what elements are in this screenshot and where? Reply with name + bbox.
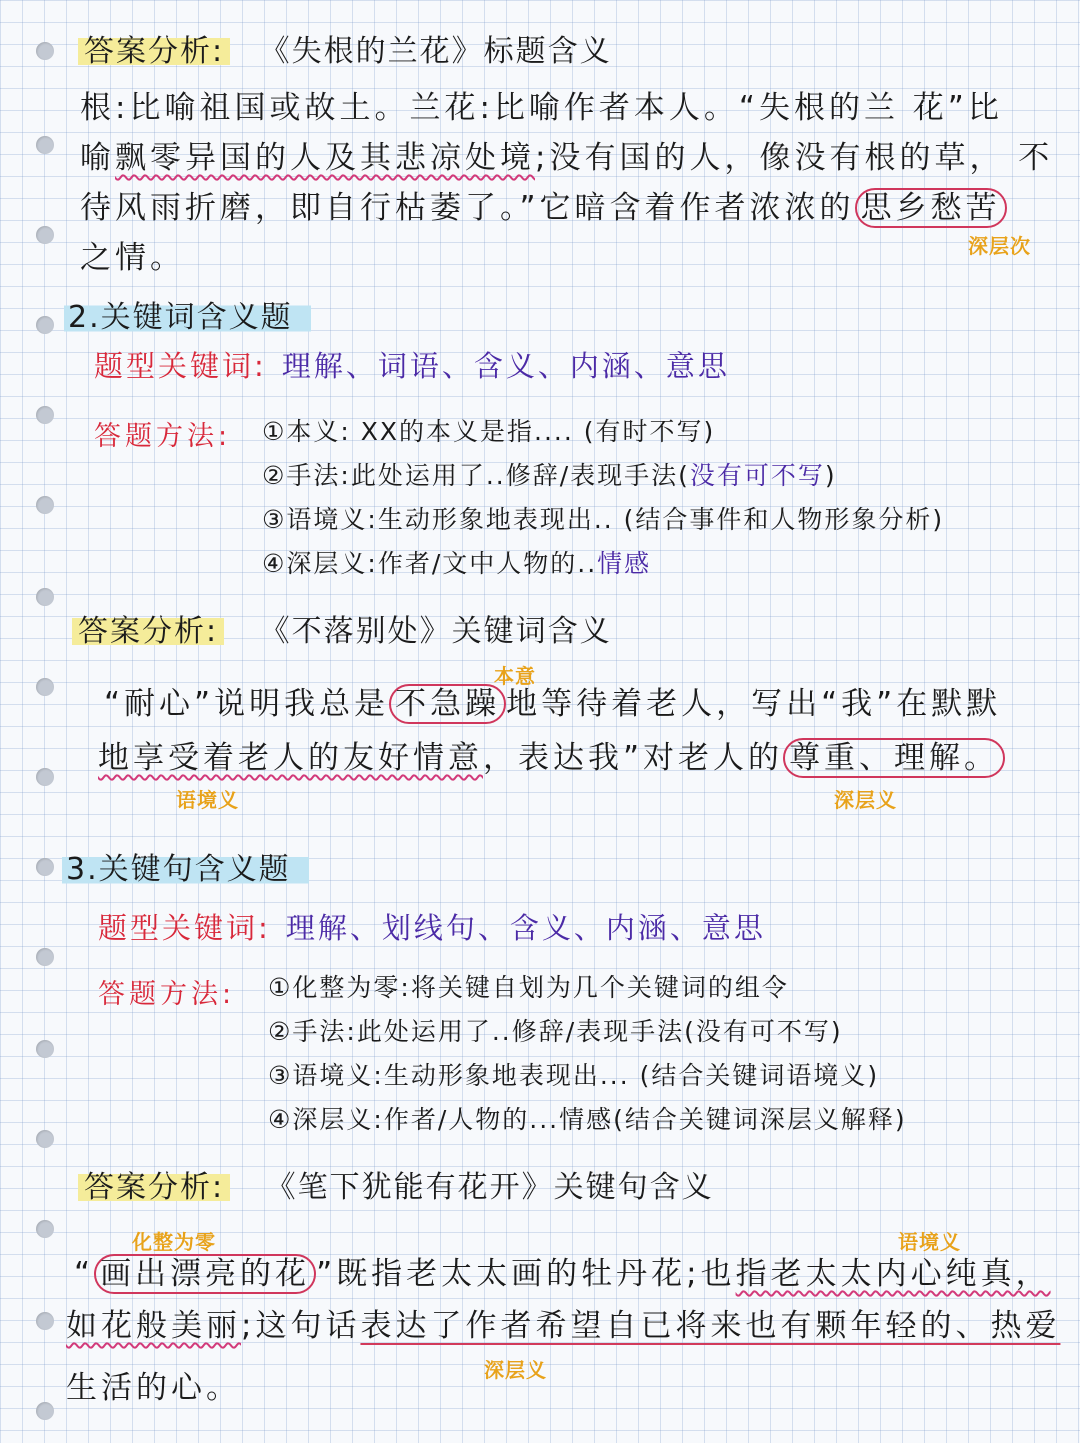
- keywords-label: 题型关键词:: [98, 911, 271, 945]
- answer-analysis-heading-2: [72, 606, 612, 650]
- annotation-split: 化整为零: [132, 1230, 216, 1254]
- keywords-values: 理解、词语、含义、内涵、意思: [281, 349, 730, 383]
- section-heading-3: [62, 844, 309, 888]
- annotation-context: 语境义: [176, 788, 239, 812]
- underlined-phrase: 表达了作者希望自已将来也有颗年轻的、热爱: [360, 1308, 1061, 1344]
- text-segment: ，表达我”对老人的: [483, 740, 784, 776]
- sec1-paragraph-line2: [80, 132, 1053, 184]
- keywords-row-2: [94, 344, 730, 385]
- method-item: ①本义: XX的本义是指.... (有时不写): [262, 417, 716, 446]
- circled-phrase: 尊重、理解。: [783, 738, 1005, 778]
- binder-hole: [36, 1402, 54, 1420]
- binder-hole: [36, 1220, 54, 1238]
- binder-hole: [36, 1040, 54, 1058]
- section-title: 2.关键词含义题: [64, 300, 311, 335]
- binder-hole: [36, 858, 54, 876]
- binder-hole: [36, 226, 54, 244]
- text-segment: “耐心”说明我总是: [104, 686, 390, 722]
- answer-label: 答案分析:: [78, 1170, 230, 1205]
- sec2-paragraph-line2: [98, 732, 1005, 784]
- underlined-phrase: 飘零异国的人及其悲凉处境: [115, 140, 535, 176]
- binder-hole: [36, 948, 54, 966]
- text-segment: “: [74, 1256, 95, 1292]
- method-list-2: [262, 410, 944, 586]
- binder-hole: [36, 316, 54, 334]
- answer-subject: 《失根的兰花》标题含义: [259, 34, 612, 69]
- method-list-3: [268, 966, 907, 1142]
- method-label-2: 答题方法:: [94, 421, 232, 452]
- underlined-phrase: 地享受着老人的友好情意: [98, 740, 483, 776]
- annotation-original-meaning: 本意: [494, 664, 536, 688]
- sec3-paragraph-line1: [74, 1248, 1051, 1300]
- sec1-paragraph-line4: 之情。: [80, 240, 185, 276]
- text-segment: 喻: [80, 140, 115, 176]
- method-item: ②手法:此处运用了..修辞/表现手法(没有可不写): [262, 461, 837, 490]
- circled-phrase: 画出漂亮的花: [94, 1254, 316, 1294]
- answer-label: 答案分析:: [78, 34, 230, 69]
- annotation-deep: 深层义: [834, 788, 897, 812]
- binder-hole: [36, 136, 54, 154]
- circled-phrase: 思乡愁苦: [855, 188, 1007, 228]
- text-segment: 待风雨折磨，即自行枯萎了。”它暗含着作者浓浓的: [80, 190, 855, 226]
- binder-holes: [0, 0, 70, 1443]
- sec1-paragraph-line1: [80, 82, 1003, 134]
- text-segment: ;没有国的人，像没有根的草， 不: [535, 140, 1054, 176]
- binder-hole: [36, 42, 54, 60]
- method-item: ②手法:此处运用了..修辞/表现手法(没有可不写): [268, 1017, 843, 1046]
- binder-hole: [36, 496, 54, 514]
- keywords-values: 理解、划线句、含义、内涵、意思: [285, 911, 766, 945]
- answer-subject: 《笔下犹能有花开》关键句含义: [265, 1170, 714, 1205]
- keywords-label: 题型关键词:: [94, 349, 267, 383]
- section-heading-2: [64, 292, 311, 336]
- binder-hole: [36, 1130, 54, 1148]
- text-segment: ;这句话: [241, 1308, 361, 1344]
- method-item: ④深层义:作者/文中人物的..情感: [262, 549, 652, 578]
- sec3-paragraph-line3: 生活的心。: [66, 1370, 241, 1406]
- annotation-deep: 深层义: [484, 1358, 547, 1382]
- text-line: 根:比喻祖国或故土。兰花:比喻作者本人。“失根的兰 花”比: [80, 90, 1003, 126]
- binder-hole: [36, 588, 54, 606]
- answer-analysis-heading-3: [78, 1162, 714, 1206]
- text-segment: ”既指老太太画的牡丹花;也: [316, 1256, 736, 1292]
- underlined-phrase: 指老太太内心纯真，: [735, 1256, 1051, 1292]
- method-item: ③语境义:生动形象地表现出.. (结合事件和人物形象分析): [262, 505, 945, 534]
- circled-phrase: 不急躁: [389, 684, 506, 724]
- answer-label: 答案分析:: [72, 614, 224, 649]
- binder-hole: [36, 406, 54, 424]
- binder-hole: [36, 678, 54, 696]
- text-segment: 地等待着老人，写出“我”在默默: [506, 686, 1002, 722]
- answer-analysis-heading-1: [78, 26, 612, 70]
- annotation-context: 语境义: [898, 1230, 961, 1254]
- binder-hole: [36, 768, 54, 786]
- method-label-3: 答题方法:: [98, 979, 236, 1010]
- annotation-deep: 深层次: [968, 234, 1031, 258]
- method-item: ③语境义:生动形象地表现出... (结合关键词语境义): [268, 1061, 880, 1090]
- section-title: 3.关键句含义题: [62, 852, 309, 887]
- binder-hole: [36, 1312, 54, 1330]
- answer-subject: 《不落别处》关键词含义: [259, 614, 612, 649]
- sec3-paragraph-line2: [66, 1300, 1060, 1352]
- sec2-paragraph-line1: [104, 678, 1001, 730]
- underlined-phrase: 如花般美丽: [66, 1308, 241, 1344]
- sec1-paragraph-line3: [80, 182, 1007, 234]
- method-item: ①化整为零:将关键自划为几个关键词的组令: [268, 973, 789, 1002]
- keywords-row-3: [98, 906, 766, 947]
- method-item: ④深层义:作者/人物的...情感(结合关键词深层义解释): [268, 1105, 907, 1134]
